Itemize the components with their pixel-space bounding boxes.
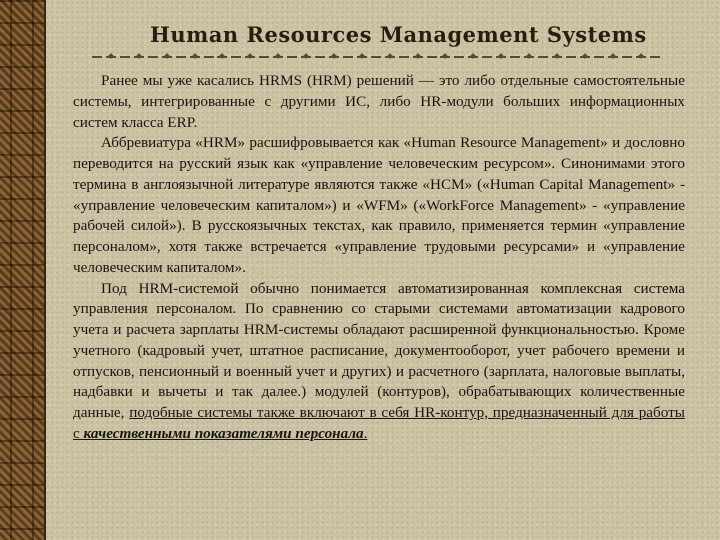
- title-divider: [92, 52, 660, 62]
- paragraph-hrm-system-definition: [73, 279, 685, 445]
- paragraph-end-text: .: [363, 424, 368, 442]
- emphasized-text: качественными показателями персонала: [83, 424, 364, 442]
- slide-title: Human Resources Management Systems: [150, 22, 647, 47]
- paragraph-hrms-intro: Ранее мы уже касались HRMS (HRM) решений — это либо отдельные самостоятельные системы, интегрированные с другими ИС, либо HR-модули больших информационных систем класса ERP.: [73, 72, 685, 131]
- paragraph-hrm-abbreviation: Аббревиатура «HRM» расшифровывается как «Human Resource Management» и дословно переводится на русский язык как «управление человеческим ресурсом». Синонимами этого термина в англоязычной литературе являются также «HCM» («Human Capital Management» - «управление человеческим капиталом») и «WFM» («WorkForce Management» - «управление рабочей силой»). В русскоязычных текстах, как правило, применяется термин «управление персоналом», хотя также встречается «управление трудовыми ресурсами» и «управление человеческим капиталом».: [73, 134, 685, 276]
- slide-body: [73, 71, 685, 445]
- decorative-side-border: [0, 0, 46, 540]
- paragraph-main-text: Под HRM-системой обычно понимается автоматизированная комплексная система управления персоналом. По сравнению со старыми системами автоматизации кадрового учета и расчета зарплаты HRM-системы обладают расширенной функциональностью. Кроме учетного (кадровый учет, штатное расписание, документооборот, учет рабочего времени и отпусков, пенсионный и военный учет и других) и расчетного (зарплата, налоговые выплаты, надбавки и вычеты и так далее.) модулей (контуров), обрабатывающих количественные данные,: [73, 279, 685, 421]
- underlined-text: подобные системы также включают в себя HR-контур, предназначенный для работы с: [73, 404, 685, 442]
